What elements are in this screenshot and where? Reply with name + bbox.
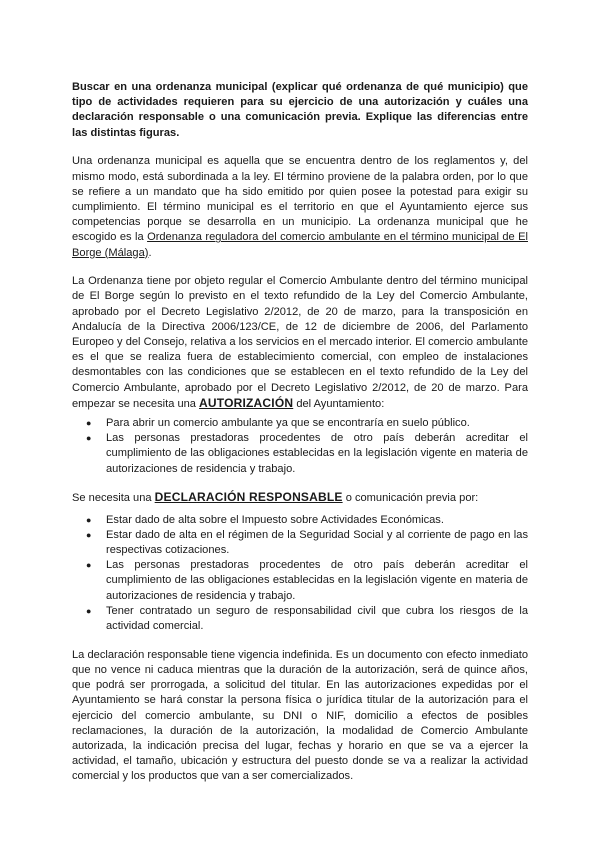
declaration-keyword: DECLARACIÓN RESPONSABLE: [154, 490, 343, 505]
bullet-icon: ●: [86, 418, 92, 429]
intro-text: Una ordenanza municipal es aquella que se encuentra dentro de los reglamentos y, del mismo modo, está subordinada a la ley. El término proviene de la palabra orden, por lo que se refiere a un mandato que ha sido emitido por quien posee la potestad para exigir su cumplimiento. El término municipal es el territorio en que el Ayuntamiento ejerce sus competencias porque se desarrolla en un municipio. La ordenanza municipal que he escogido es la: [72, 155, 528, 244]
bullet-icon: ●: [86, 433, 92, 444]
list-item: ● Estar dado de alta en el régimen de la Seguridad Social y al corriente de pago en las respectivas cotizaciones.: [86, 528, 528, 556]
intro-end: .: [148, 246, 152, 259]
bullet-icon: ●: [86, 605, 92, 616]
bullet-icon: ●: [86, 529, 92, 540]
ordinance-paragraph: [72, 274, 528, 412]
declaration-paragraph: Se necesita una DECLARACIÓN RESPONSABLE o comunicación previa por:: [72, 490, 479, 505]
question-heading: Buscar en una ordenanza municipal (explicar qué ordenanza de qué municipio) que tipo de actividades requieren para su ejercicio de una autorización y cuáles una declaración responsable o una comunicación previa. Explique las diferencias entre las distintas figuras.: [72, 81, 528, 139]
list-item: ● Las personas prestadoras procedentes de otro país deberán acreditar el cumplimiento de las obligaciones establecidas en la legislación vigente en materia de autorizaciones de residencia y trabajo.: [86, 559, 528, 602]
ordinance-text: La Ordenanza tiene por objeto regular el Comercio Ambulante dentro del término municipal de El Borge según lo previsto en el texto refundido de la Ley del Comercio Ambulante, aprobado por el Decreto Legislativo 2/2012, de 20 de marzo, para la transposición en Andalucía de la Directiva 2006/123/CE, de 12 de diciembre de 2006, del Parlamento Europeo y del Consejo, relativa a los servicios en el mercado interior. El comercio ambulante es el que se realiza fuera de establecimiento comercial, con empleo de instalaciones desmontables con las condiciones que se establecen en el texto refundido de la Ley del Comercio Ambulante, aprobado por el Decreto Legislativo 2/2012, de 20 de marzo. Para empezar se necesita una: [72, 275, 528, 410]
closing-paragraph: La declaración responsable tiene vigencia indefinida. Es un documento con efecto inmediato que no vence ni caduca mientras que la duración de la autorización, será de quince años, que podrá ser prorrogada, a solicitud del titular. En las autorizaciones expedidas por el Ayuntamiento se hará constar la persona física o jurídica titular de la autorización para el ejercicio del comercio ambulante, su DNI o NIF, domicilio a efectos de posibles reclamaciones, la duración de la autorización, la modalidad de Comercio Ambulante autorizada, la indicación precisa del lugar, fechas y horario en que se va a ejercer la actividad, el tamaño, ubicación y estructura del puesto donde se va a realizar la actividad comercial y los productos que van a ser comercializados.: [72, 648, 528, 783]
document-body: [72, 80, 528, 798]
declaration-list: [72, 513, 528, 635]
list-item: ● Estar dado de alta sobre el Impuesto sobre Actividades Económicas.: [72, 513, 528, 528]
intro-paragraph: [72, 154, 528, 260]
list-item: ● Tener contratado un seguro de responsabilidad civil que cubra los riesgos de la actividad comercial.: [86, 604, 528, 632]
list-item: ● Para abrir un comercio ambulante ya que se encontraría en suelo público.: [72, 416, 528, 431]
ordinance-link[interactable]: Ordenanza reguladora del comercio ambulante en el término municipal de El Borge (Málaga): [72, 231, 528, 259]
authorization-list: [72, 416, 528, 477]
list-item: ● Las personas prestadoras procedentes de otro país deberán acreditar el cumplimiento de las obligaciones establecidas en la legislación vigente en materia de autorizaciones de residencia y trabajo.: [86, 432, 528, 475]
ordinance-end: del Ayuntamiento:: [293, 397, 385, 410]
authorization-keyword: AUTORIZACIÓN: [199, 395, 294, 410]
bullet-icon: ●: [86, 514, 92, 525]
bullet-icon: ●: [86, 560, 92, 571]
